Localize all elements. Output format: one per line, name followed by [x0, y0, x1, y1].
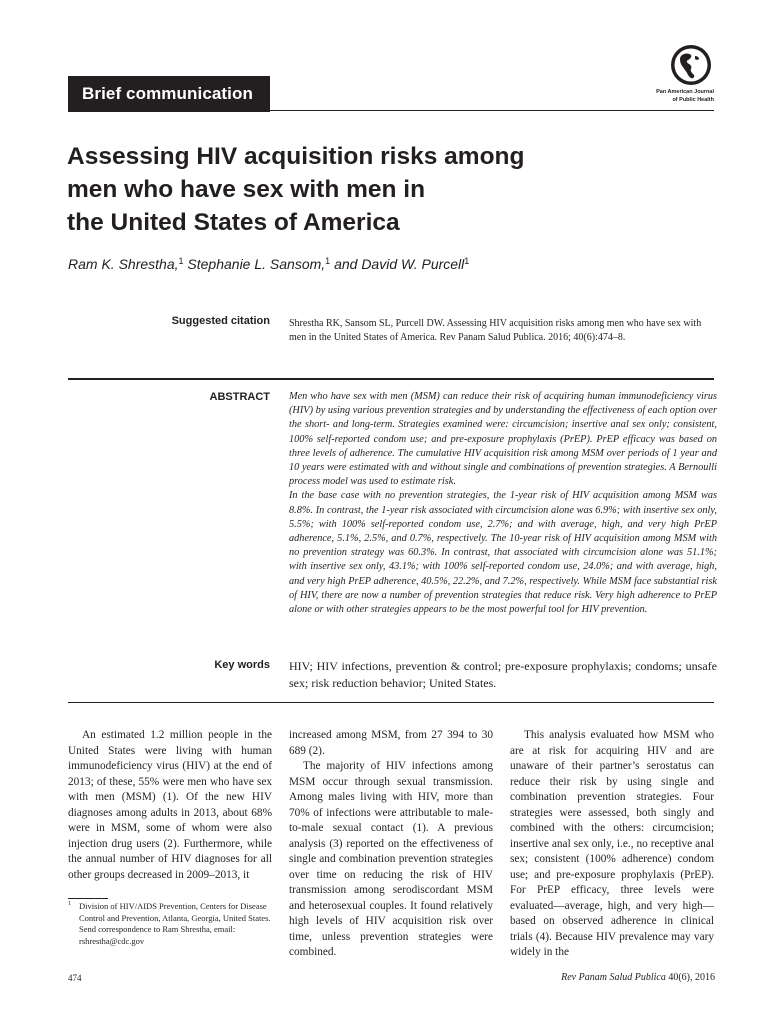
citation-label: Suggested citation: [171, 315, 270, 327]
affiliation-mark: 1: [325, 256, 331, 266]
title-line: the United States of America: [67, 209, 400, 236]
abstract-top-rule: [68, 378, 714, 380]
header-rule: [270, 110, 714, 111]
abstract-label: ABSTRACT: [209, 391, 270, 403]
section-label: [68, 76, 270, 112]
abstract-paragraph: In the base case with no prevention strategies, the 1-year risk of HIV acquisition among MSM was 8.8%. In contrast, the 1-year risk associated with circumcision alone was 6.9%; with insertive sex only, 5.5%; with 100% self-reported condom use, 2.7%; and with average, high, and very high PrEP adherence, 5.1%, 2.5%, and 0.7%, respectively. The 10-year risk of HIV acquisition among MSM with no prevention strategy was 60.3%. In contrast, that associated with circumcision alone was 51.1%; with insertive sex only, 43.1%; with 100% self-reported condom use, 24.0%; and with average, high, and very high PrEP adherence, 40.5%, 22.2%, and 7.2%, respectively. While MSM face substantial risk of HIV, there are now a number of prevention strategies that reduce risk. Very high adherence to PrEP alone or with other strategies appears to be the most powerful tool for HIV prevention.: [289, 490, 717, 616]
footnote-text: Division of HIV/AIDS Prevention, Centers for Disease Control and Prevention, Atlanta, Georgia, United States. Send correspondence to Ram Shrestha, email: rshrestha@cdc.gov: [79, 901, 271, 946]
globe-americas-icon: [670, 44, 712, 86]
author-list: [68, 256, 668, 272]
page-number: 474: [68, 973, 82, 983]
footnote-rule: [68, 898, 108, 899]
journal-abbrev: Rev Panam Salud Publica: [561, 972, 666, 983]
abstract-bottom-rule: [68, 702, 714, 703]
footnote-mark: 1: [68, 901, 71, 907]
journal-name-line1: Pan American Journal: [656, 89, 714, 95]
running-footer: [480, 972, 715, 983]
body-column-3: [510, 728, 714, 961]
author-name: Ram K. Shrestha,: [68, 256, 179, 272]
body-paragraph: This analysis evaluated how MSM who are at risk for acquiring HIV and are unaware of their partner’s serostatus can reduce their risk by using single and combination prevention strategies. Four strategies were assessed, both singly and combined with the others: circumcision; insertive anal sex only, i.e., no receptive anal sex; consistent (100% adherence) condom use; and pre-exposure prophylaxis (PrEP). For PrEP efficacy, three levels were evaluated—average, high, and very high—based on observed adherence in clinical trials (4). Because HIV prevalence may vary widely in the: [510, 729, 714, 958]
citation-text: Shrestha RK, Sansom SL, Purcell DW. Assessing HIV acquisition risks among men who have sex with men in the United States of America. Rev Panam Salud Publica. 2016; 40(6):474–8.: [289, 318, 702, 343]
body-column-1: [68, 728, 272, 883]
body-paragraph: An estimated 1.2 million people in the United States were living with human immunodeficiency virus (HIV) at the end of 2013; of these, 55% were men who have sex with men (MSM) (1). Of the new HIV diagnoses among adults in 2013, about 68% were in MSM, some of whom were also injection drug users (2). Furthermore, while the annual number of HIV diagnoses for all other groups decreased in 2009–2013, it: [68, 729, 272, 881]
author-name: and David W. Purcell: [330, 256, 465, 272]
title-line: Assessing HIV acquisition risks among: [67, 143, 525, 170]
journal-name-line2: of Public Health: [672, 97, 714, 103]
abstract-body: [289, 390, 717, 617]
affiliation-footnote: [68, 901, 274, 947]
affiliation-mark: 1: [464, 256, 470, 266]
abstract-paragraph: Men who have sex with men (MSM) can reduce their risk of acquiring human immunodeficiency virus (HIV) by using various prevention strategies and by understanding the effectiveness of each option over the short- and long-term. Strategies examined were: circumcision; insertive anal sex only; consistent, 100% self-reported condom use; and pre-exposure prophylaxis (PrEP). PrEP efficacy was based on three levels of adherence. The cumulative HIV acquisition risk among MSM over periods of 1 year and 10 years were estimated with and without single and combinations of prevention strategies. A Bernoulli process model was used to estimate risk.: [289, 391, 717, 488]
keywords-label: Key words: [214, 659, 270, 671]
section-label-text: Brief communication: [82, 84, 253, 103]
body-paragraph: The majority of HIV infections among MSM occur through sexual transmission. Among males living with HIV, more than 70% of infections were attributable to male-to-male sexual contact (1). A previous analysis (3) reported on the effectiveness of single and combination prevention strategies over time on reducing the risk of HIV transmission among serodiscordant MSM and heterosexual couples. It found relatively high levels of HIV acquisition risk over time, unless prevention strategies were combined.: [289, 760, 493, 958]
keywords-text: HIV; HIV infections, prevention & control; pre-exposure prophylaxis; condoms; unsafe sex; risk reduction behavior; United States.: [289, 659, 717, 690]
author-name: Stephanie L. Sansom,: [183, 256, 326, 272]
article-title: [67, 140, 587, 239]
body-column-2: [289, 728, 493, 961]
volume-issue: 40(6), 2016: [665, 972, 715, 983]
title-line: men who have sex with men in: [67, 176, 426, 203]
affiliation-mark: 1: [178, 256, 184, 266]
journal-name: [640, 88, 714, 104]
body-paragraph: increased among MSM, from 27 394 to 30 689 (2).: [289, 729, 493, 757]
